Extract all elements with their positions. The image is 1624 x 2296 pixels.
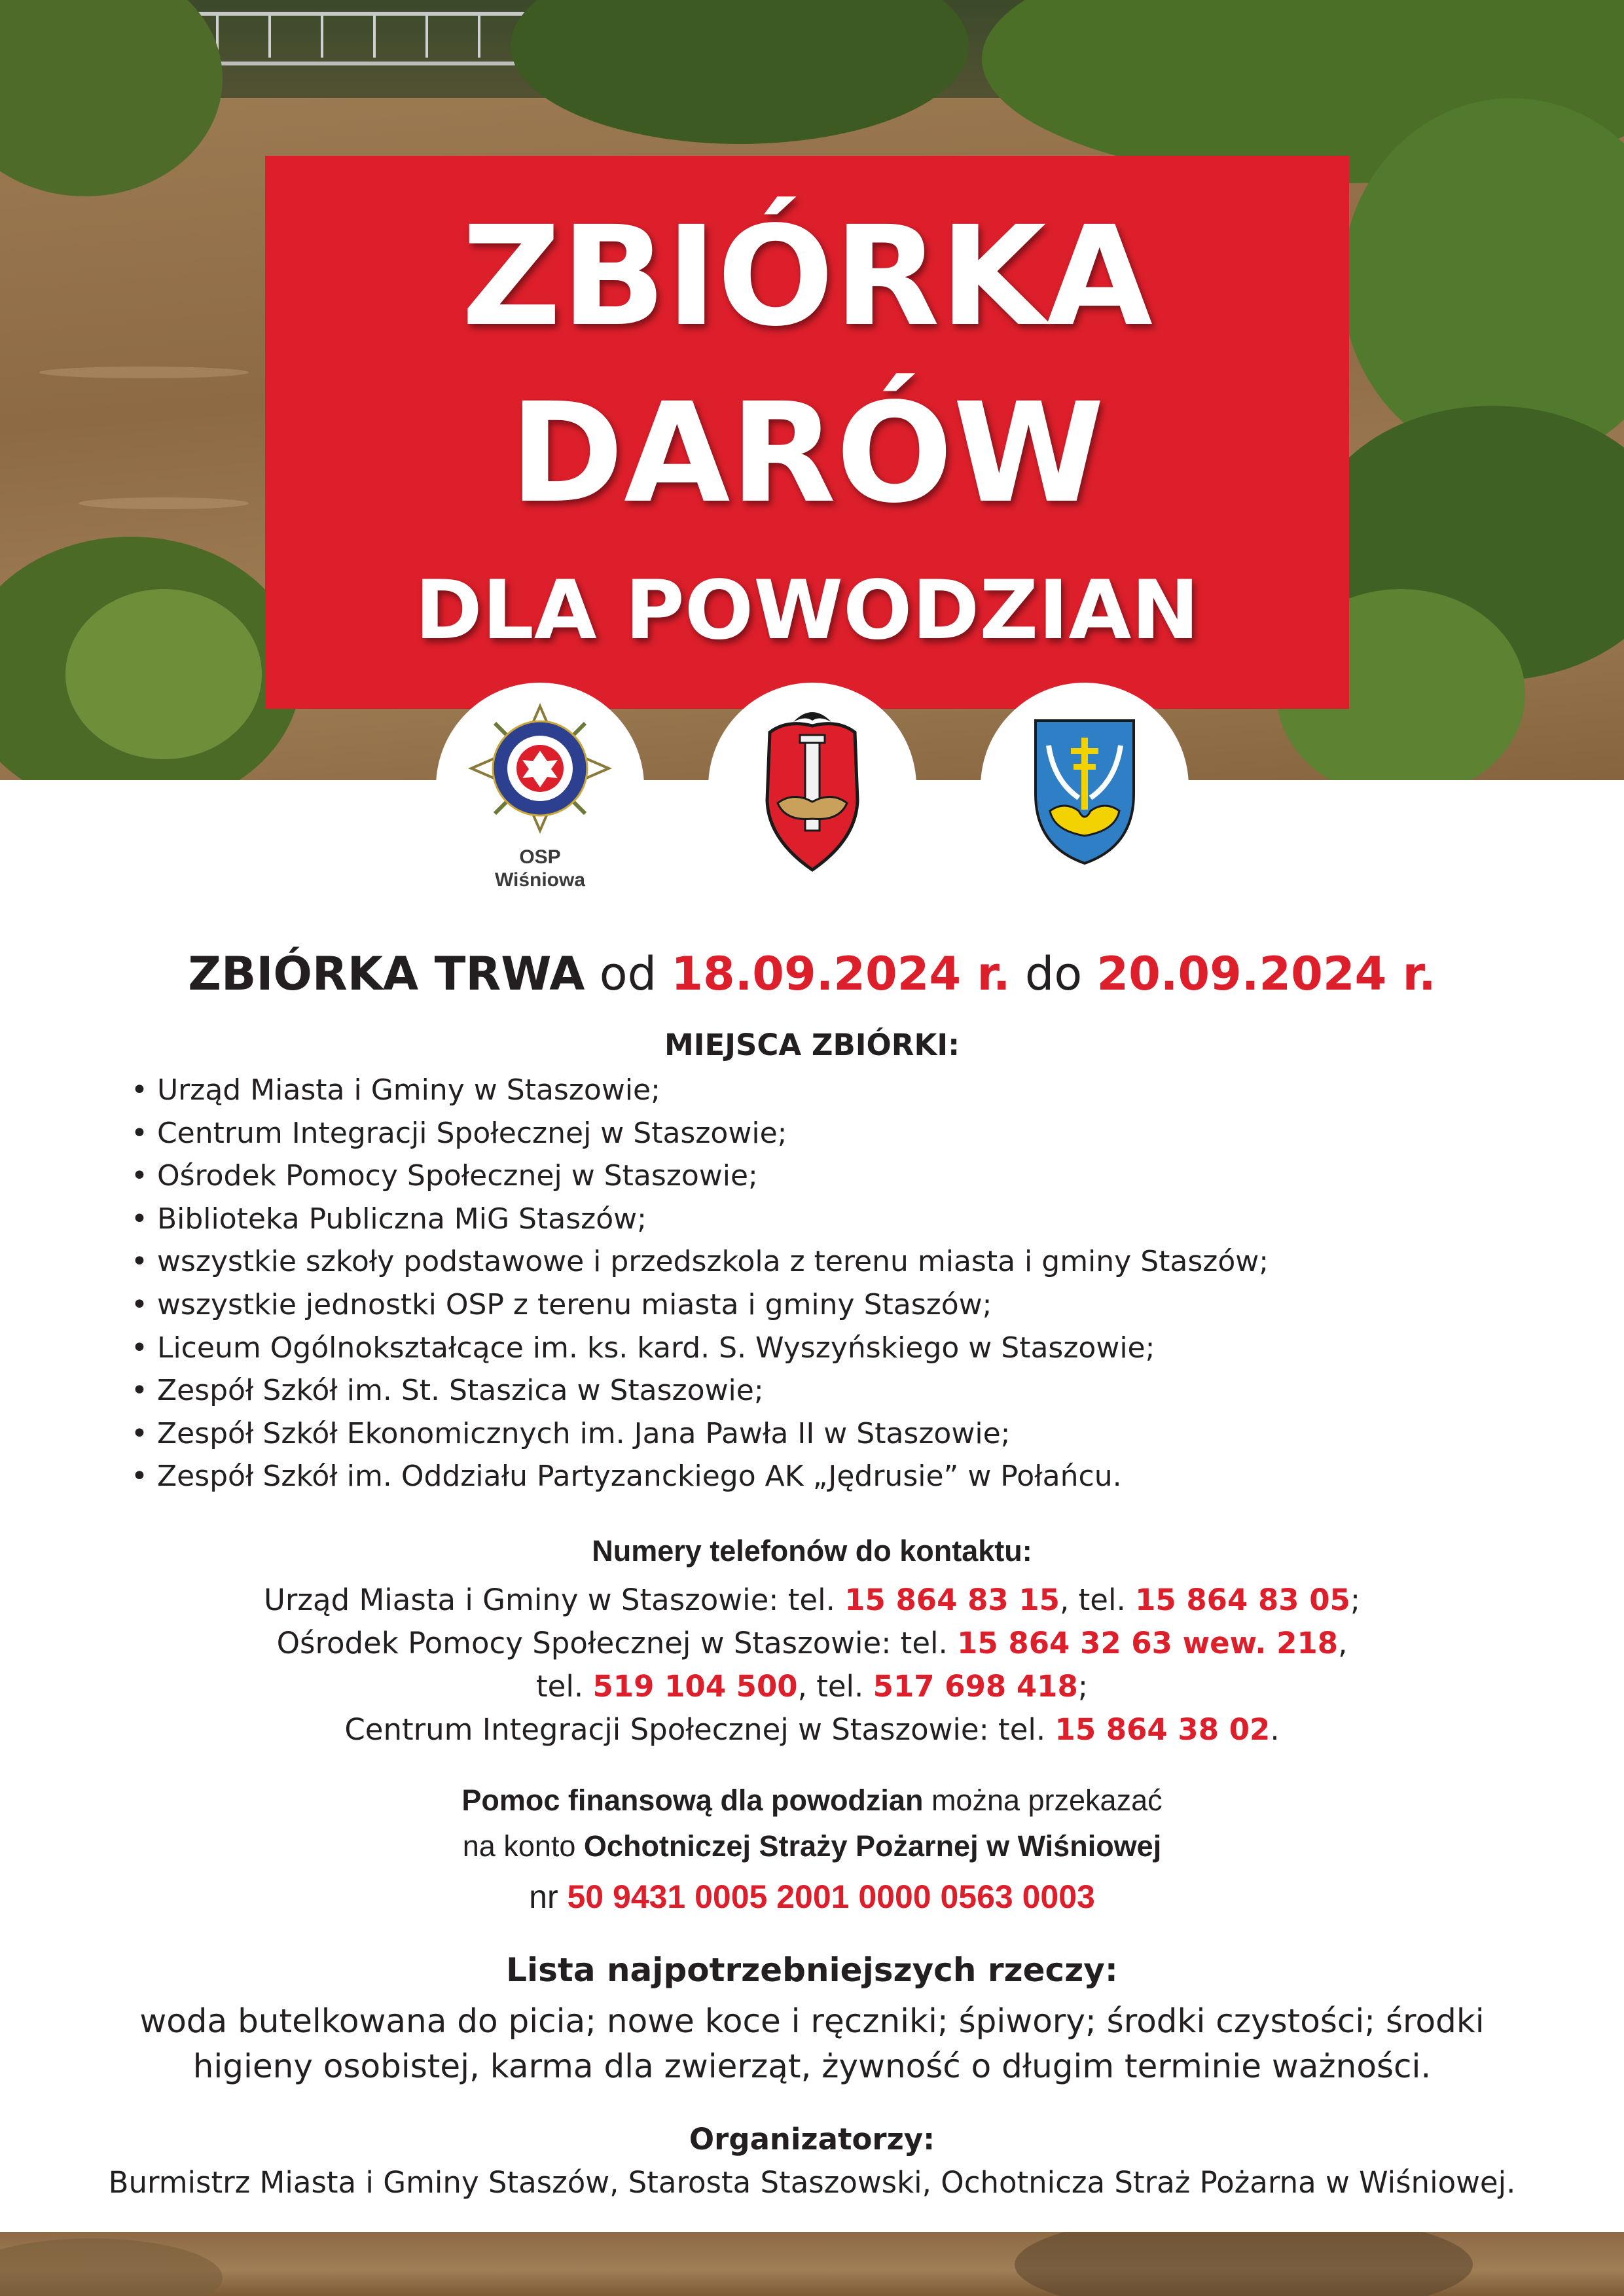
- needs-line-2: higieny osobistej, karma dla zwierząt, żywność o długim terminie ważności.: [192, 2047, 1432, 2085]
- contact-separator: , tel.: [797, 1669, 873, 1704]
- contact-ops-mobile: [0, 1665, 1624, 1708]
- osp-caption-1: OSP: [519, 846, 561, 868]
- contact-cis: [0, 1708, 1624, 1751]
- list-item: • wszystkie jednostki OSP z terenu miasta i gminy Staszów;: [131, 1287, 992, 1321]
- list-item: • wszystkie szkoły podstawowe i przedszkola z terenu miasta i gminy Staszów;: [131, 1245, 1269, 1279]
- hero-photo: [0, 0, 1624, 780]
- water-ripple: [39, 367, 249, 378]
- title-line-3: DLA POWODZIAN: [414, 564, 1200, 658]
- contacts-heading: Numery telefonów do kontaktu:: [592, 1534, 1032, 1568]
- foliage: [65, 589, 262, 759]
- list-item: • Zespół Szkół im. Oddziału Partyzanckiego AK „Jędrusie” w Połańcu.: [131, 1460, 1122, 1494]
- list-item: • Biblioteka Publiczna MiG Staszów;: [131, 1202, 647, 1236]
- date-from: 18.09.2024 r.: [671, 947, 1011, 1001]
- contact-label: Centrum Integracji Społecznej w Staszowie: tel.: [344, 1712, 1055, 1747]
- dates-label: ZBIÓRKA TRWA: [188, 947, 585, 1001]
- places-list: [131, 1069, 1269, 1498]
- dates-from-word: od: [599, 947, 657, 1001]
- contact-end: .: [1270, 1712, 1280, 1747]
- contact-label: Urząd Miasta i Gminy w Staszowie: tel.: [263, 1583, 845, 1617]
- date-to: 20.09.2024 r.: [1096, 947, 1436, 1001]
- finance-line-1: [0, 1779, 1624, 1822]
- places-heading: MIEJSCA ZBIÓRKI:: [664, 1028, 960, 1062]
- finance-bold: Pomoc finansową dla powodzian: [461, 1784, 924, 1817]
- list-item: • Zespół Szkół im. St. Staszica w Staszowie;: [131, 1374, 764, 1408]
- phone-number: 15 864 83 15: [844, 1583, 1060, 1617]
- staszow-coat-of-arms: [708, 683, 916, 891]
- collection-dates: [0, 942, 1624, 1005]
- branches: [0, 2238, 223, 2296]
- list-item: • Liceum Ogólnokształcące im. ks. kard. S. Wyszyńskiego w Staszowie;: [131, 1331, 1155, 1365]
- water-ripple: [79, 497, 249, 509]
- finance-text: na konto: [462, 1829, 584, 1863]
- branches: [1015, 2232, 1473, 2296]
- phone-number: 15 864 83 05: [1135, 1583, 1350, 1617]
- needs-line-1: woda butelkowana do picia; nowe koce i ręczniki; śpiwory; środki czystości; środki: [139, 2002, 1485, 2040]
- bank-account: [0, 1874, 1624, 1920]
- contact-end: ;: [1350, 1583, 1361, 1617]
- title-banner: [265, 156, 1349, 709]
- list-item: • Ośrodek Pomocy Społecznej w Staszowie;: [131, 1159, 758, 1193]
- contact-label: Ośrodek Pomocy Społecznej w Staszowie: tel.: [276, 1626, 958, 1660]
- phone-number: 517 698 418: [873, 1669, 1078, 1704]
- osp-caption-2: Wiśniowa: [494, 869, 586, 891]
- finance-line-2: [0, 1825, 1624, 1868]
- finance-text: można przekazać: [923, 1784, 1163, 1817]
- account-label: nr: [529, 1878, 568, 1915]
- contact-end: ,: [1338, 1626, 1348, 1660]
- list-item: • Zespół Szkół Ekonomicznych im. Jana Pawła II w Staszowie;: [131, 1416, 1011, 1450]
- phone-number: 15 864 32 63 wew. 218: [957, 1626, 1339, 1660]
- list-item: • Centrum Integracji Społecznej w Staszowie;: [131, 1116, 787, 1150]
- contact-label: tel.: [536, 1669, 593, 1704]
- dates-to-word: do: [1024, 947, 1083, 1001]
- needs-heading: Lista najpotrzebniejszych rzeczy:: [506, 1951, 1118, 1989]
- county-coat-of-arms: [981, 683, 1189, 891]
- contact-end: ;: [1077, 1669, 1088, 1704]
- finance-bold: Ochotniczej Straży Pożarnej w Wiśniowej: [583, 1829, 1162, 1863]
- osp-logo: [436, 683, 644, 891]
- contact-separator: , tel.: [1060, 1583, 1136, 1617]
- shield-icon: [981, 683, 1189, 891]
- title-line-1: ZBIÓRKA: [461, 196, 1153, 357]
- footer-photo: [0, 2232, 1624, 2296]
- coat-of-arms-icon: [708, 683, 916, 891]
- phone-number: 519 104 500: [592, 1669, 798, 1704]
- contact-ops: [0, 1622, 1624, 1665]
- footbridge: [190, 12, 556, 65]
- title-line-2: DARÓW: [509, 373, 1105, 533]
- contact-umig: [0, 1579, 1624, 1622]
- organizers-text: Burmistrz Miasta i Gminy Staszów, Starosta Staszowski, Ochotnicza Straż Pożarna w Wiśniowej.: [108, 2165, 1516, 2200]
- list-item: • Urząd Miasta i Gminy w Staszowie;: [131, 1073, 660, 1107]
- phone-number: 15 864 38 02: [1055, 1712, 1271, 1747]
- account-number: 50 9431 0005 2001 0000 0563 0003: [567, 1878, 1095, 1915]
- organizers-heading: Organizatorzy:: [689, 2122, 935, 2157]
